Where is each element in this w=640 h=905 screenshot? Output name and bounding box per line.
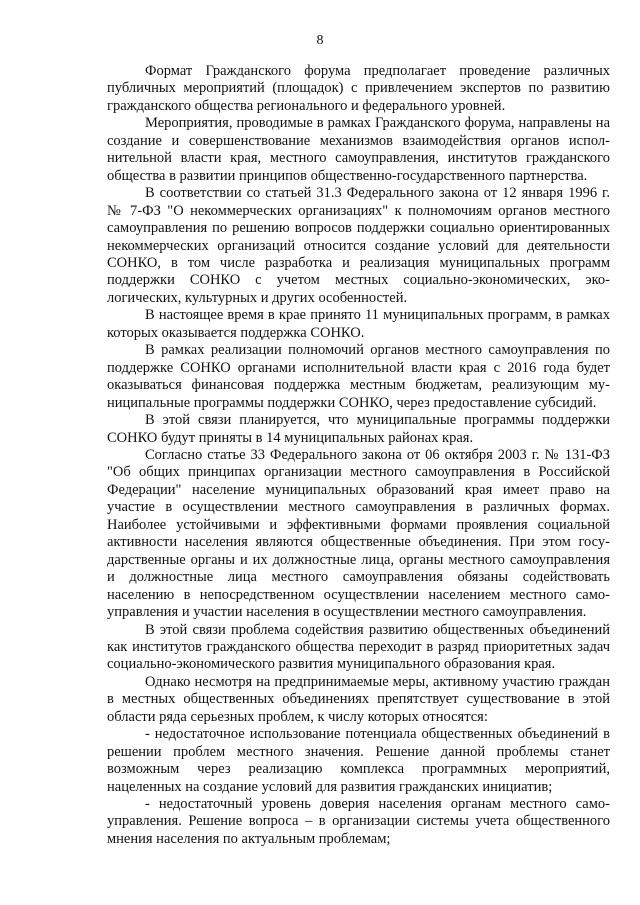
document-body — [107, 63, 610, 848]
paragraph: В этой связи проблема содействия развитию общественных объединений как институтов гражданского общества переходит в разряд приоритетных задач социально-экономического развития муниципального образования края. — [107, 621, 610, 673]
paragraph: Однако несмотря на предпринимаемые меры, активному участию граждан в местных общественных объединениях препятствует существование в этой области ряда серьезных проблем, к числу которых относятся: — [107, 673, 610, 725]
page-number: 8 — [316, 33, 324, 48]
paragraph: В соответствии со статьей 31.3 Федерального закона от 12 января 1996 г. № 7-ФЗ "О некоммерческих организациях" к полномочиям органов местного самоуправления по решению вопросов поддержки социально ориентированных некоммерческих организаций относится создание условий для деятельности СОНКО, в том числе разработка и реализация муниципальных программ поддержки СОНКО с учетом местных социально-экономических, экологических, культурных и других особенностей. — [107, 185, 610, 306]
paragraph: Согласно статье 33 Федерального закона от 06 октября 2003 г. № 131-ФЗ "Об общих принципах организации местного самоуправления в Российской Федерации" население муниципальных образований края имеет право на участие в осуществлении местного самоуправления в различных формах. Наиболее устойчивыми и эффективными формами проявления социальной активности населения являются общественные объединения. При этом государственные органы и их должностные лица, органы местного самоуправления и должностные лица местного самоуправления обязаны содействовать населению в непосредственном осуществлении населением местного самоуправления и участии населения в осуществлении местного самоуправления. — [107, 446, 610, 621]
paragraph: Мероприятия, проводимые в рамках Гражданского форума, направлены на создание и совершенствование механизмов взаимодействия органов исполнительной власти края, местного самоуправления, институтов гражданского общества в развитии принципов общественно-государственного партнерства. — [107, 115, 610, 184]
paragraph: В рамках реализации полномочий органов местного самоуправления по поддержке СОНКО органами исполнительной власти края с 2016 года будет оказываться финансовая поддержка местным бюджетам, реализующим муниципальные программы поддержки СОНКО, через предоставление субсидий. — [107, 342, 610, 411]
paragraph: Формат Гражданского форума предполагает проведение различных публичных мероприятий (площадок) с привлечением экспертов по развитию гражданского общества регионального и федерального уровней. — [107, 63, 610, 114]
list-item-paragraph: - недостаточный уровень доверия населения органам местного самоуправления. Решение вопроса – в организации системы учета общественного мнения населения по актуальным проблемам; — [107, 796, 610, 847]
paragraph: В настоящее время в крае принято 11 муниципальных программ, в рамках которых оказывается поддержка СОНКО. — [107, 307, 610, 341]
list-item-paragraph: - недостаточное использование потенциала общественных объединений в решении проблем местного значения. Решение данной проблемы станет возможным через реализацию комплекса программных мероприятий, нацеленных на создание условий для развития гражданских инициатив; — [107, 726, 610, 795]
paragraph: В этой связи планируется, что муниципальные программы поддержки СОНКО будут приняты в 14 муниципальных районах края. — [107, 412, 610, 446]
